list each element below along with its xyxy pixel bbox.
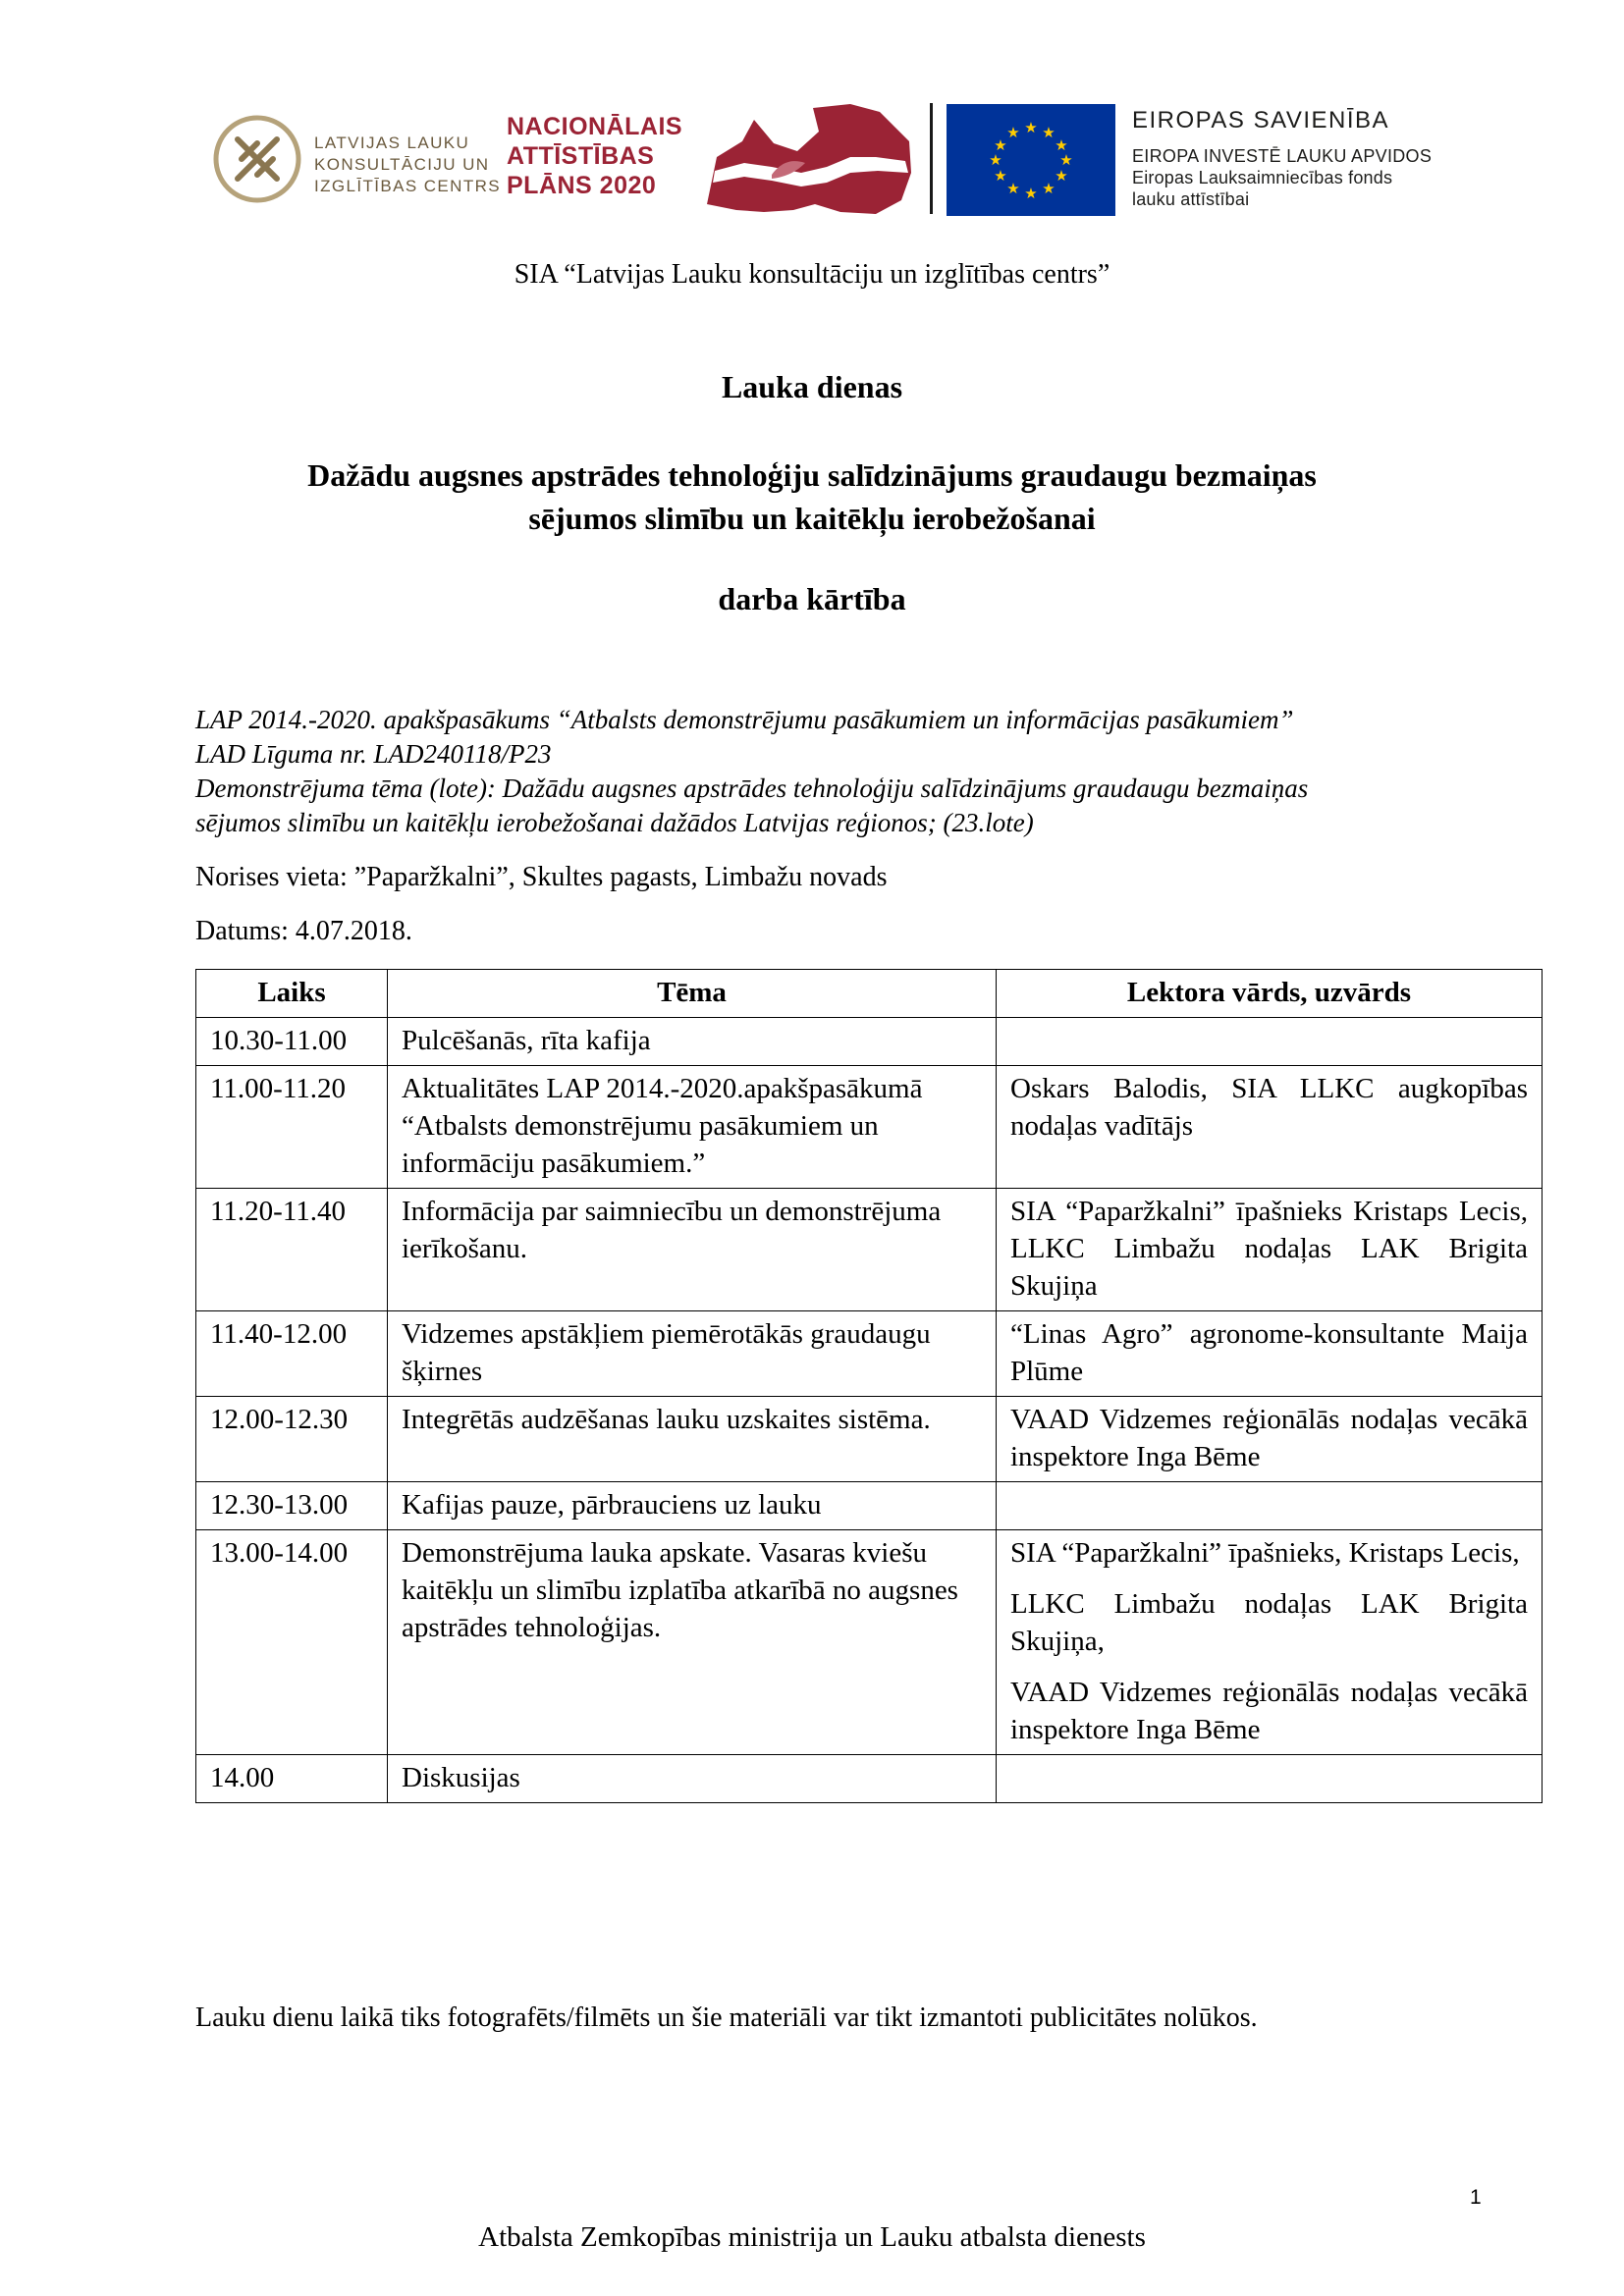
page-footer: Atbalsta Zemkopības ministrija un Lauku atbalsta dienests: [478, 2221, 1146, 2253]
lecturer-text: VAAD Vidzemes reģionālās nodaļas vecākā inspektore Inga Bēme: [1010, 1404, 1528, 1472]
svg-text:★: ★: [1024, 185, 1038, 202]
llkc-line-1: LATVIJAS LAUKU: [314, 133, 470, 152]
topic-cell: Informācija par saimniecību un demonstrējuma ierīkošanu.: [388, 1189, 997, 1311]
logo-divider: [930, 103, 933, 214]
lecturer-text: SIA “Paparžkalni” īpašnieks Kristaps Lecis, LLKC Limbažu nodaļas LAK Brigita Skujiņa: [1010, 1196, 1528, 1302]
svg-text:★: ★: [1042, 124, 1056, 141]
page-number: 1: [1470, 2186, 1482, 2209]
program-line: LAP 2014.-2020. apakšpasākums “Atbalsts demonstrējumu pasākumiem un informācijas pasākumiem”: [195, 705, 1294, 734]
subject-line-1: Dažādu augsnes apstrādes tehnoloģiju salīdzinājums graudaugu bezmaiņas: [307, 457, 1317, 493]
nap2020-logo: [507, 112, 682, 200]
document-title: Lauka dienas: [721, 369, 903, 404]
lecturer-cell: [997, 1018, 1543, 1066]
eu-flag-icon: [947, 104, 1115, 216]
llkc-logo-text: [314, 133, 501, 197]
svg-text:★: ★: [1059, 151, 1073, 169]
agenda-rows: [196, 1018, 1543, 1803]
lecturer-text: VAAD Vidzemes reģionālās nodaļas vecākā inspektore Inga Bēme: [1010, 1677, 1528, 1745]
table-row: [196, 1530, 1543, 1755]
organization-name: SIA “Latvijas Lauku konsultāciju un izglītības centrs”: [514, 259, 1110, 290]
agenda-table: [195, 969, 1543, 1803]
svg-text:★: ★: [1042, 180, 1056, 197]
lecturer-text: SIA “Paparžkalni” īpašnieks, Kristaps Lecis,: [1010, 1537, 1520, 1569]
logo-header: [212, 98, 1469, 226]
table-row: [196, 1018, 1543, 1066]
event-date: Datums: 4.07.2018.: [195, 916, 412, 946]
table-header-row: [196, 970, 1543, 1018]
llkc-emblem-icon: [212, 114, 302, 204]
latvia-map-icon: [703, 102, 914, 218]
table-row: [196, 1189, 1543, 1311]
topic-cell: Kafijas pauze, pārbrauciens uz lauku: [388, 1482, 997, 1530]
agenda-heading: darba kārtība: [718, 581, 906, 616]
subject-line-2: sējumos slimību un kaitēkļu ierobežošanai: [528, 501, 1096, 536]
document-subject: [0, 454, 1624, 540]
table-row: [196, 1311, 1543, 1397]
time-cell: 11.00-11.20: [196, 1066, 388, 1189]
lecturer-cell: [997, 1397, 1543, 1482]
eu-invests-line: EIROPA INVESTĒ LAUKU APVIDOS: [1132, 146, 1433, 166]
topic-cell: Vidzemes apstākļiem piemērotākās graudaugu šķirnes: [388, 1311, 997, 1397]
nap-line-2: ATTĪSTĪBAS: [507, 142, 655, 170]
time-cell: 11.40-12.00: [196, 1311, 388, 1397]
topic-cell: Demonstrējuma lauka apskate. Vasaras kviešu kaitēkļu un slimību izplatība atkarībā no augsnes apstrādes tehnoloģijas.: [388, 1530, 997, 1755]
header-lecturer: Lektora vārds, uzvārds: [997, 970, 1543, 1018]
time-cell: 11.20-11.40: [196, 1189, 388, 1311]
nap-line-3: PLĀNS 2020: [507, 172, 657, 199]
table-row: [196, 1482, 1543, 1530]
time-cell: 10.30-11.00: [196, 1018, 388, 1066]
program-info: [195, 703, 1472, 840]
svg-text:★: ★: [1006, 124, 1020, 141]
topic-cell: Integrētās audzēšanas lauku uzskaites sistēma.: [388, 1397, 997, 1482]
lecturer-cell: [997, 1530, 1543, 1755]
lecturer-text: LLKC Limbažu nodaļas LAK Brigita Skujiņa,: [1010, 1588, 1528, 1657]
contract-line: LAD Līguma nr. LAD240118/P23: [195, 739, 552, 769]
llkc-logo: [212, 108, 507, 210]
topic-cell: Aktualitātes LAP 2014.-2020.apakšpasākumā “Atbalsts demonstrējumu pasākumiem un informāciju pasākumiem.”: [388, 1066, 997, 1189]
topic-cell: Diskusijas: [388, 1755, 997, 1803]
lecturer-cell: [997, 1755, 1543, 1803]
publicity-note: Lauku dienu laikā tiks fotografēts/filmēts un šie materiāli var tikt izmantoti publicitātes nolūkos.: [195, 2002, 1258, 2033]
svg-text:★: ★: [1006, 180, 1020, 197]
svg-text:★: ★: [994, 136, 1007, 154]
eu-logo-text: [1132, 106, 1432, 210]
demo-topic-line-2: sējumos slimību un kaitēkļu ierobežošanai dažādos Latvijas reģionos; (23.lote): [195, 808, 1034, 837]
time-cell: 14.00: [196, 1755, 388, 1803]
header-time: Laiks: [196, 970, 388, 1018]
svg-text:★: ★: [989, 151, 1002, 169]
time-cell: 12.30-13.00: [196, 1482, 388, 1530]
lecturer-cell: [997, 1311, 1543, 1397]
eu-fund-line: Eiropas Lauksaimniecības fonds: [1132, 168, 1393, 187]
lecturer-cell: [997, 1482, 1543, 1530]
time-cell: 13.00-14.00: [196, 1530, 388, 1755]
venue: Norises vieta: ”Paparžkalni”, Skultes pagasts, Limbažu novads: [195, 862, 888, 892]
eu-title: EIROPAS SAVIENĪBA: [1132, 107, 1390, 133]
time-cell: 12.00-12.30: [196, 1397, 388, 1482]
lecturer-text: “Linas Agro” agronome-konsultante Maija Plūme: [1010, 1318, 1528, 1387]
topic-cell: Pulcēšanās, rīta kafija: [388, 1018, 997, 1066]
lecturer-cell: [997, 1189, 1543, 1311]
eu-fund-line-2: lauku attīstībai: [1132, 189, 1250, 209]
llkc-line-3: IZGLĪTĪBAS CENTRS: [314, 177, 502, 195]
header-topic: Tēma: [388, 970, 997, 1018]
demo-topic-line: Demonstrējuma tēma (lote): Dažādu augsnes apstrādes tehnoloģiju salīdzinājums graudaugu bezmaiņas: [195, 774, 1309, 803]
nap-line-1: NACIONĀLAIS: [507, 113, 683, 140]
llkc-line-2: KONSULTĀCIJU UN: [314, 155, 490, 174]
svg-text:★: ★: [1055, 167, 1068, 185]
svg-text:★: ★: [1024, 119, 1038, 136]
table-row: [196, 1066, 1543, 1189]
lecturer-cell: [997, 1066, 1543, 1189]
table-row: [196, 1397, 1543, 1482]
svg-text:★: ★: [1055, 136, 1068, 154]
table-row: [196, 1755, 1543, 1803]
lecturer-text: Oskars Balodis, SIA LLKC augkopības nodaļas vadītājs: [1010, 1073, 1528, 1142]
svg-text:★: ★: [994, 167, 1007, 185]
